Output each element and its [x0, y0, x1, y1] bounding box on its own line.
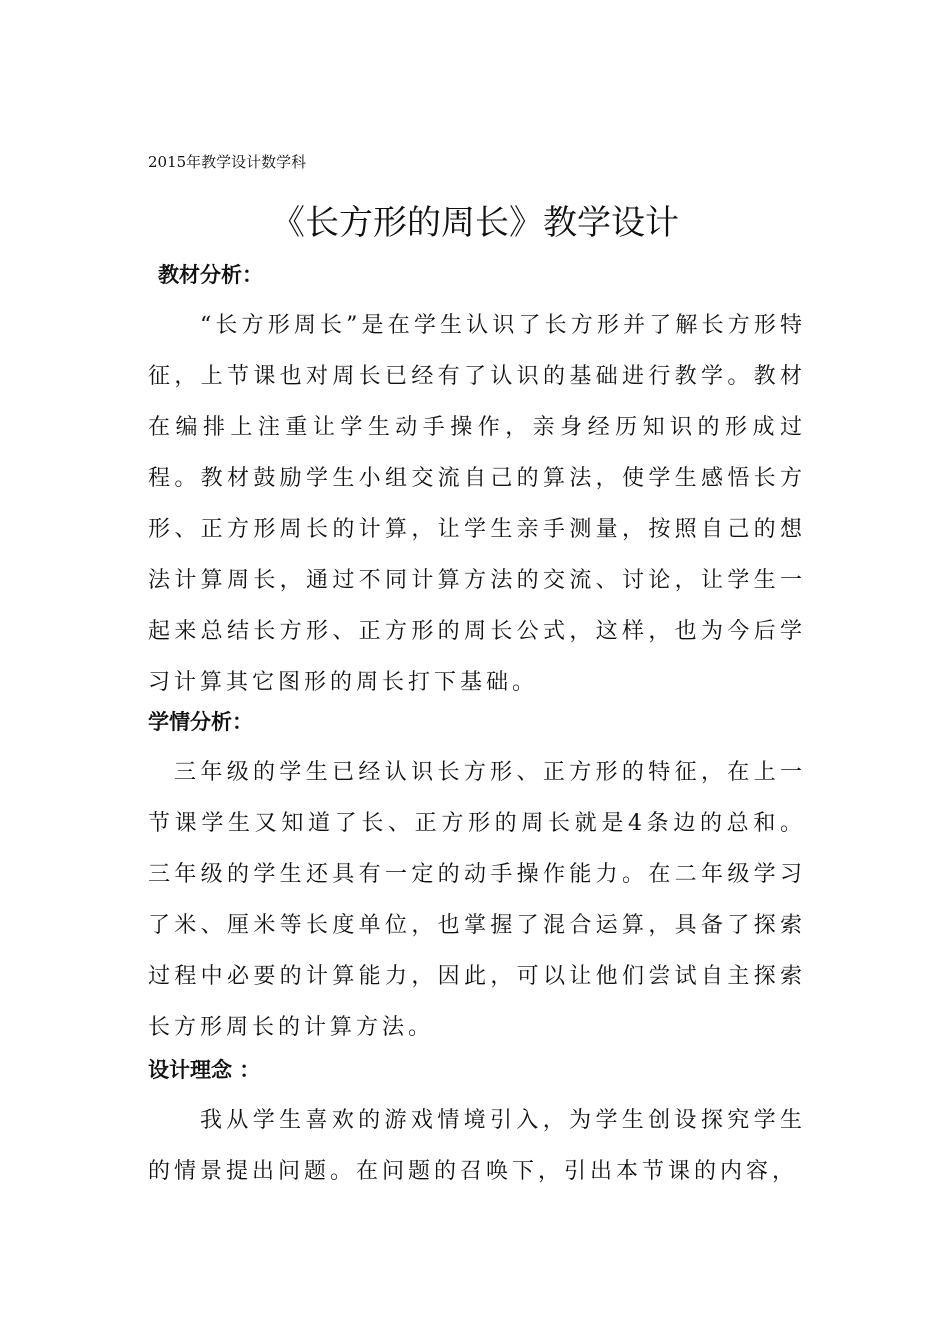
section-heading-textbook-analysis: 教材分析：: [158, 263, 263, 287]
section-body-textbook-analysis: “长方形周长”是在学生认识了长方形并了解长方形特征，上节课也对周长已经有了认识的基础进行教学。教材在编排上注重让学生动手操作，亲身经历知识的形成过程。教材鼓励学生小组交流自己的算法，使学生感悟长方形、正方形周长的计算，让学生亲手测量，按照自己的想法计算周长，通过不同计算方法的交流、讨论，让学生一起来总结长方形、正方形的周长公式，这样，也为今后学习计算其它图形的周长打下基础。: [148, 313, 806, 695]
section-heading-design-concept: 设计理念 ：: [148, 1058, 261, 1082]
section-body-learner-analysis: 三年级的学生已经认识长方形、正方形的特征，在上一节课学生又知道了长、正方形的周长就是4条边的总和。三年级的学生还具有一定的动手操作能力。在二年级学习了米、厘米等长度单位，也掌握了混合运算，具备了探索过程中必要的计算能力，因此，可以让他们尝试自主探索长方形周长的计算方法。: [148, 760, 806, 1040]
section-body-design-concept: 我从学生喜欢的游戏情境引入，为学生创设探究学生的情景提出问题。在问题的召唤下，引出本节课的内容，: [148, 1108, 806, 1184]
section-heading-learner-analysis: 学情分析：: [148, 710, 253, 734]
document-title: 《长方形的周长》教学设计: [271, 203, 679, 243]
document-header: 2015年教学设计数学科: [148, 153, 307, 171]
